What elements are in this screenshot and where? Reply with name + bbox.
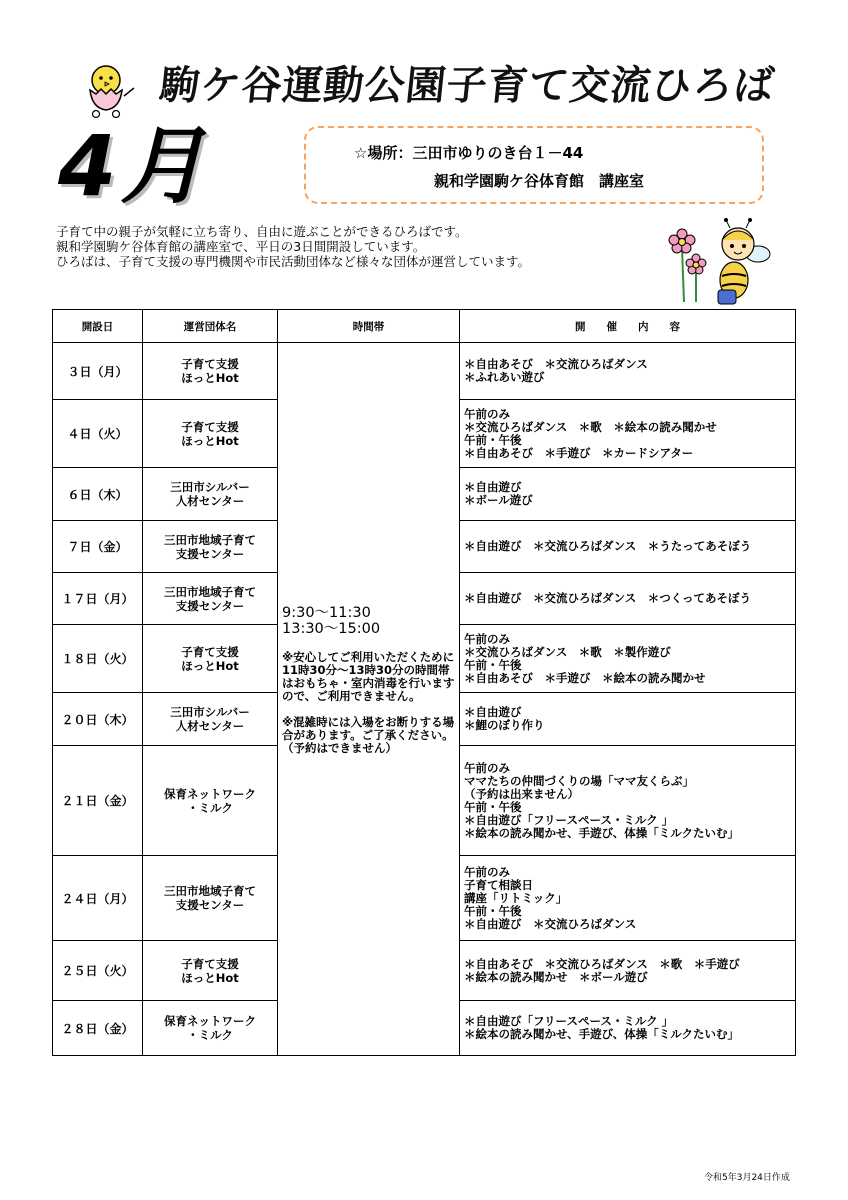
table-header-row — [53, 310, 796, 343]
day-cell: ３日（月） — [53, 343, 143, 400]
schedule-table — [52, 309, 796, 1056]
content-line: （予約は出来ません） — [464, 786, 579, 801]
content-line: ＊絵本の読み聞かせ、手遊び、体操「ミルクたいむ」 — [464, 1027, 739, 1041]
content-cell — [460, 856, 796, 941]
org-cell — [143, 343, 278, 400]
content-line: ＊自由遊び ＊交流ひろばダンス — [464, 916, 637, 931]
day-cell: ６日（木） — [53, 468, 143, 521]
month-label: 4月 — [58, 117, 209, 215]
org-line: ほっとHot — [181, 970, 239, 985]
org-line: 子育て支援 — [181, 956, 239, 971]
org-cell — [143, 521, 278, 573]
org-cell — [143, 573, 278, 625]
time-morning: 9:30～11:30 — [282, 605, 371, 621]
content-cell — [460, 746, 796, 856]
created-date: 令和5年3月24日作成 — [704, 1173, 790, 1183]
place-address: ☆場所：三田市ゆりのき台１－44 — [354, 144, 584, 162]
content-line: 午前・午後 — [464, 432, 522, 447]
org-line: 子育て支援 — [181, 357, 239, 371]
org-line: 子育て支援 — [181, 644, 239, 659]
content-line: ＊自由あそび ＊手遊び ＊カードシアター — [464, 445, 694, 460]
place-venue: 親和学園駒ケ谷体育館 講座室 — [434, 172, 645, 190]
org-cell — [143, 400, 278, 468]
header-day: 開設日 — [53, 310, 143, 343]
org-line: ほっとHot — [181, 433, 239, 448]
content-cell — [460, 1001, 796, 1056]
content-cell — [460, 468, 796, 521]
time-note: （予約はできません） — [282, 741, 397, 755]
chick-illustration-icon — [74, 58, 140, 120]
org-cell — [143, 1001, 278, 1056]
content-line: ＊自由あそび ＊交流ひろばダンス — [464, 357, 648, 371]
content-cell — [460, 625, 796, 693]
content-line: ＊自由あそび ＊交流ひろばダンス ＊歌 ＊手遊び — [464, 956, 740, 971]
content-cell — [460, 343, 796, 400]
content-cell — [460, 941, 796, 1001]
content-line: ＊絵本の読み聞かせ ＊ボール遊び — [464, 969, 648, 984]
content-cell — [460, 400, 796, 468]
content-cell — [460, 521, 796, 573]
time-note: ※混雑時には入場をお断りする場合があります。ご了承ください。 — [282, 715, 455, 742]
header-org: 運営団体名 — [143, 310, 278, 343]
org-line: 三田市地域子育て — [164, 884, 256, 898]
intro-text — [56, 224, 656, 269]
content-line: 午前・午後 — [464, 657, 522, 672]
org-line: ほっとHot — [181, 658, 239, 673]
day-cell: ２０日（木） — [53, 693, 143, 746]
intro-line: 親和学園駒ケ谷体育館の講座室で、平日の3日間開設しています。 — [56, 239, 426, 254]
org-line: 人材センター — [175, 719, 245, 733]
org-cell — [143, 941, 278, 1001]
content-line: 午前・午後 — [464, 903, 522, 918]
content-line: ＊ふれあい遊び — [464, 370, 545, 384]
content-line: ＊自由あそび ＊手遊び ＊絵本の読み聞かせ — [464, 670, 706, 685]
org-line: 三田市シルバー — [170, 705, 250, 719]
content-line: 午前のみ — [464, 864, 510, 879]
content-line: 講座「リトミック」 — [464, 890, 568, 905]
time-cell — [278, 343, 460, 1056]
intro-line: 子育て中の親子が気軽に立ち寄り、自由に遊ぶことができるひろばです。 — [56, 224, 468, 239]
content-line: ＊自由遊び「フリースペース・ミルク 」 — [464, 1014, 674, 1028]
content-line: ＊鯉のぼり作り — [464, 718, 545, 732]
org-line: 三田市シルバー — [170, 480, 250, 494]
content-line: ＊自由遊び「フリースペース・ミルク 」 — [464, 812, 674, 827]
day-cell: １８日（火） — [53, 625, 143, 693]
content-line: 午前のみ — [464, 631, 510, 646]
org-line: 子育て支援 — [181, 419, 239, 434]
content-line: 午前・午後 — [464, 799, 522, 814]
org-cell — [143, 625, 278, 693]
place-box — [304, 126, 764, 204]
content-line: 午前のみ — [464, 406, 510, 421]
org-cell — [143, 856, 278, 941]
org-line: 人材センター — [175, 494, 245, 508]
day-cell: ２１日（金） — [53, 746, 143, 856]
org-line: ・ミルク — [187, 800, 233, 815]
org-line: ほっとHot — [181, 371, 239, 385]
content-line: ママたちの仲間づくりの場「ママ友くらぶ」 — [464, 773, 694, 788]
org-cell — [143, 746, 278, 856]
content-cell — [460, 693, 796, 746]
time-note: ※安心してご利用いただくために11時30分～13時30分の時間帯はおもちゃ・室内消毒を行いますので、ご利用できません。 — [282, 650, 455, 703]
content-line: ＊自由遊び ＊交流ひろばダンス ＊つくってあそぼう — [464, 591, 752, 605]
day-cell: １７日（月） — [53, 573, 143, 625]
org-line: 三田市地域子育て — [164, 532, 256, 547]
header-content: 開 催 内 容 — [460, 310, 796, 343]
content-line: 子育て相談日 — [464, 877, 533, 892]
page-title: 駒ケ谷運動公園子育て交流ひろば — [157, 63, 778, 109]
content-line: ＊絵本の読み聞かせ、手遊び、体操「ミルクたいむ」 — [464, 825, 739, 840]
org-line: 保育ネットワーク — [164, 786, 256, 801]
header-time: 時間帯 — [278, 310, 460, 343]
content-line: 午前のみ — [464, 760, 510, 775]
bee-flower-illustration-icon — [666, 218, 776, 308]
content-line: ＊交流ひろばダンス ＊歌 ＊製作遊び — [464, 644, 671, 659]
content-line: ＊自由遊び ＊交流ひろばダンス ＊うたってあそぼう — [464, 539, 752, 553]
org-line: 支援センター — [175, 546, 245, 561]
content-cell — [460, 573, 796, 625]
org-cell — [143, 468, 278, 521]
day-cell: ２８日（金） — [53, 1001, 143, 1056]
day-cell: ２５日（火） — [53, 941, 143, 1001]
time-afternoon: 13:30～15:00 — [282, 621, 381, 637]
org-line: 支援センター — [175, 598, 245, 613]
content-line: ＊ボール遊び — [464, 493, 533, 507]
table-row — [53, 343, 796, 400]
org-line: 保育ネットワーク — [164, 1014, 256, 1028]
intro-line: ひろばは、子育て支援の専門機関や市民活動団体など様々な団体が運営しています。 — [56, 254, 531, 269]
day-cell: ２４日（月） — [53, 856, 143, 941]
org-line: 三田市地域子育て — [164, 584, 256, 599]
content-line: ＊交流ひろばダンス ＊歌 ＊絵本の読み聞かせ — [464, 419, 717, 434]
content-line: ＊自由遊び — [464, 705, 522, 719]
org-line: ・ミルク — [187, 1028, 233, 1042]
content-line: ＊自由遊び — [464, 480, 522, 494]
day-cell: ４日（火） — [53, 400, 143, 468]
day-cell: ７日（金） — [53, 521, 143, 573]
org-line: 支援センター — [175, 898, 245, 912]
org-cell — [143, 693, 278, 746]
